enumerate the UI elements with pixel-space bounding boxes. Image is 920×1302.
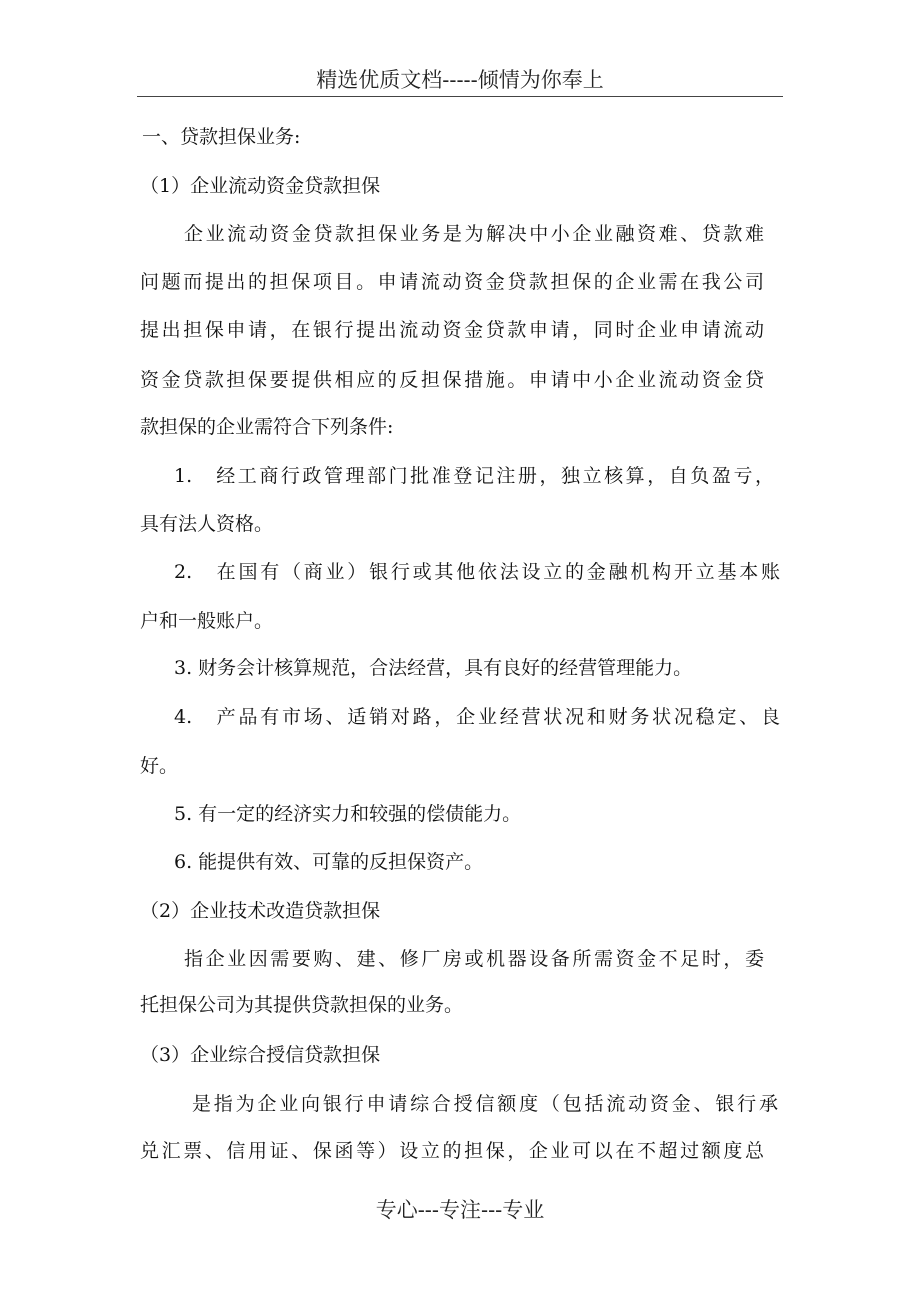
paragraph-line: 提出担保申请，在银行提出流动资金贷款申请，同时企业申请流动 [140, 319, 764, 341]
condition-item-4-cont: 好。 [140, 755, 179, 777]
condition-item-2: 2. 在国有（商业）银行或其他依法设立的金融机构开立基本账 [174, 561, 780, 583]
paragraph-line: 指企业因需要购、建、修厂房或机器设备所需资金不足时，委 [184, 948, 764, 970]
page-header: 精选优质文档-----倾情为你奉上 [316, 68, 604, 92]
condition-item-4: 4. 产品有市场、适销对路，企业经营状况和财务状况稳定、良 [174, 706, 780, 728]
subsection-heading-1: （1）企业流动资金贷款担保 [140, 175, 381, 197]
paragraph-line: 托担保公司为其提供贷款担保的业务。 [140, 994, 464, 1016]
header-divider [137, 96, 783, 97]
paragraph-line: 款担保的企业需符合下列条件: [140, 416, 394, 438]
paragraph-line: 企业流动资金贷款担保业务是为解决中小企业融资难、贷款难 [184, 223, 764, 245]
condition-item-2-cont: 户和一般账户。 [140, 610, 274, 632]
condition-item-1: 1. 经工商行政管理部门批准登记注册，独立核算，自负盈亏， [174, 465, 774, 487]
subsection-heading-2: （2）企业技术改造贷款担保 [140, 900, 381, 922]
paragraph-line: 问题而提出的担保项目。申请流动资金贷款担保的企业需在我公司 [140, 271, 764, 293]
condition-item-6: 6. 能提供有效、可靠的反担保资产。 [174, 851, 484, 873]
condition-item-3: 3. 财务会计核算规范，合法经营，具有良好的经营管理能力。 [174, 657, 693, 679]
condition-item-5: 5. 有一定的经济实力和较强的偿债能力。 [174, 803, 522, 825]
subsection-heading-3: （3）企业综合授信贷款担保 [140, 1044, 381, 1066]
paragraph-line: 兑汇票、信用证、保函等）设立的担保，企业可以在不超过额度总 [140, 1140, 764, 1162]
paragraph-line: 资金贷款担保要提供相应的反担保措施。申请中小企业流动资金贷 [140, 369, 764, 391]
condition-item-1-cont: 具有法人资格。 [140, 513, 274, 535]
paragraph-line: 是指为企业向银行申请综合授信额度（包括流动资金、银行承 [192, 1093, 778, 1115]
page-footer: 专心---专注---专业 [375, 1198, 545, 1222]
section-heading: 一、贷款担保业务: [142, 126, 301, 148]
